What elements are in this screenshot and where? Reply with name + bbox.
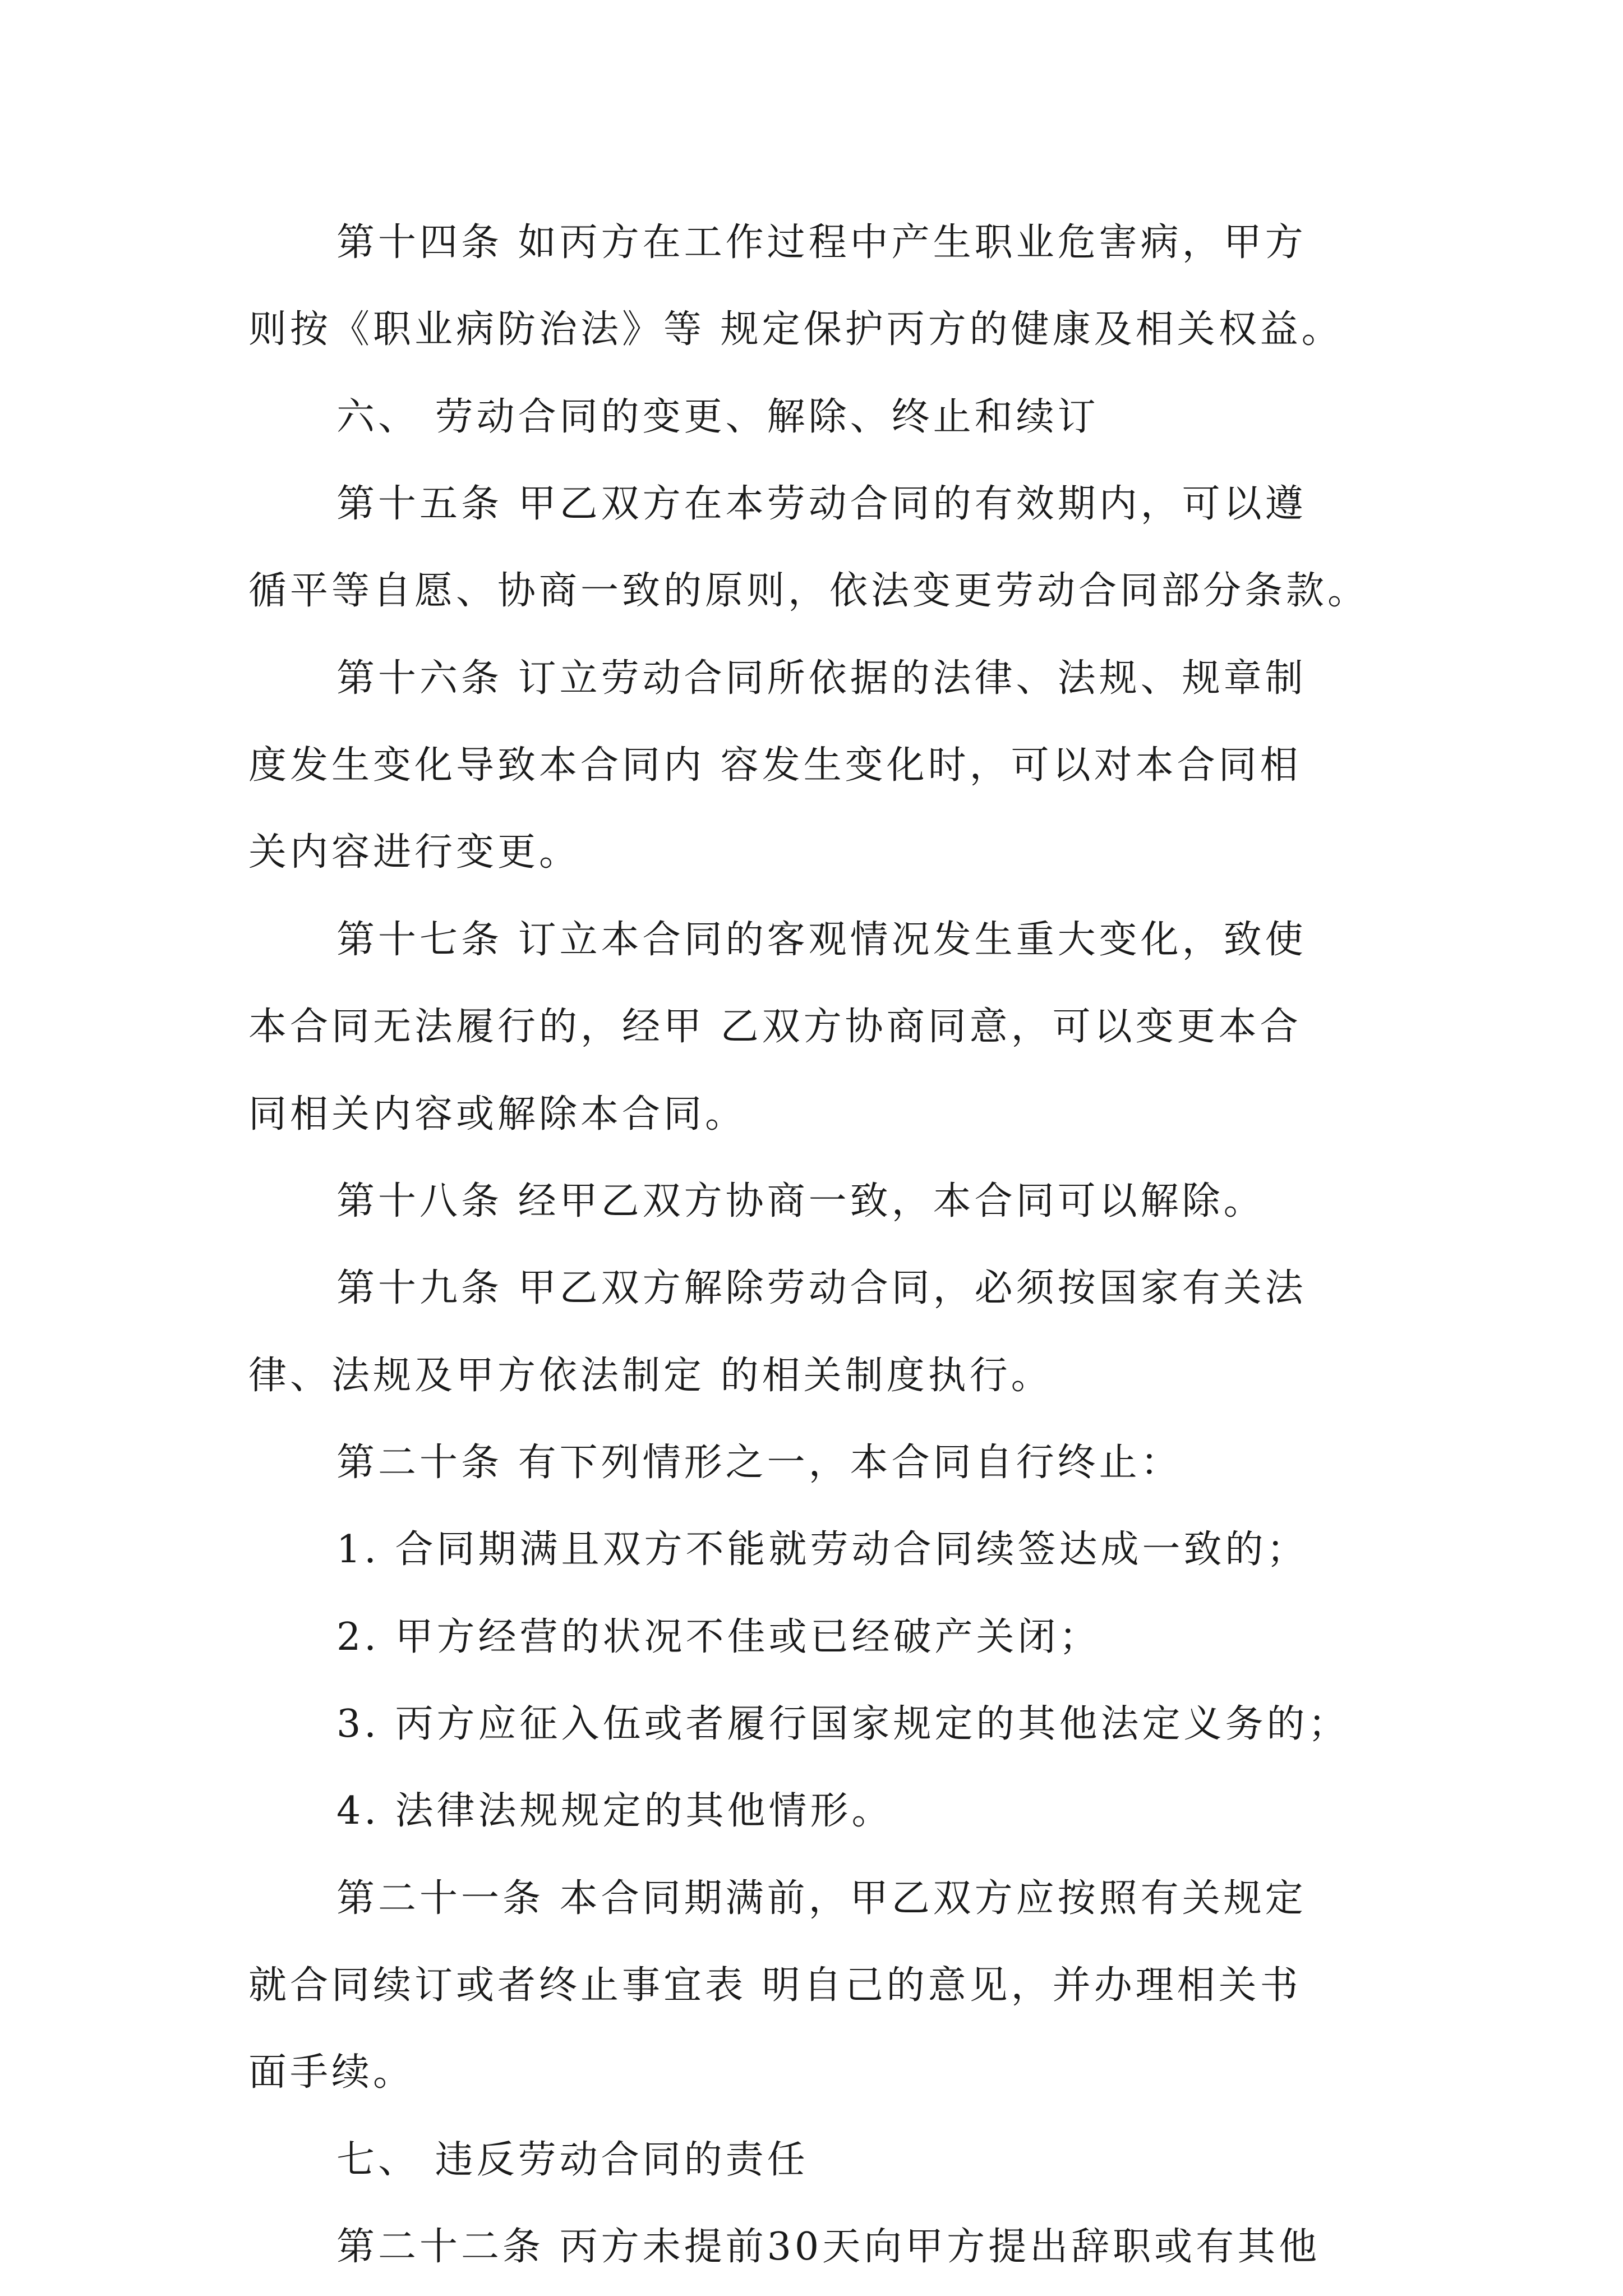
article-17-line-1: 第十七条 订立本合同的客观情况发生重大变化，致使: [336, 918, 1307, 962]
article-17-line-3: 同相关内容或解除本合同。: [248, 1092, 747, 1137]
article-21-line-3: 面手续。: [248, 2050, 415, 2095]
article-16-line-3: 关内容进行变更。: [248, 830, 581, 875]
article-19-line-2: 律、法规及甲方依法制定 的相关制度执行。: [248, 1354, 1053, 1398]
article-19-line-1: 第十九条 甲乙双方解除劳动合同，必须按国家有关法: [336, 1266, 1307, 1310]
article-20-item-1: 1. 合同期满且双方不能就劳动合同续签达成一致的；: [336, 1527, 1308, 1572]
article-16-line-1: 第十六条 订立劳动合同所依据的法律、法规、规章制: [336, 656, 1307, 701]
article-15-line-1: 第十五条 甲乙双方在本劳动合同的有效期内，可以遵: [336, 482, 1307, 526]
section-6-heading: 六、 劳动合同的变更、解除、终止和续订: [336, 395, 1099, 439]
section-7-heading: 七、 违反劳动合同的责任: [336, 2138, 809, 2182]
article-20-item-3: 3. 丙方应征入伍或者履行国家规定的其他法定义务的；: [336, 1702, 1350, 1746]
article-17-line-2: 本合同无法履行的，经甲 乙双方协商同意，可以变更本合: [248, 1005, 1302, 1049]
article-22-line-1: 第二十二条 丙方未提前30天向甲方提出辞职或有其他: [336, 2225, 1321, 2269]
article-20-line-1: 第二十条 有下列情形之一，本合同自行终止：: [336, 1441, 1182, 1485]
article-16-line-2: 度发生变化导致本合同内 容发生变化时，可以对本合同相: [248, 743, 1302, 788]
article-20-item-2: 2. 甲方经营的状况不佳或已经破产关闭；: [336, 1615, 1101, 1659]
article-14-line-2: 则按《职业病防治法》等 规定保护丙方的健康及相关权益。: [248, 307, 1343, 352]
article-21-line-1: 第二十一条 本合同期满前，甲乙双方应按照有关规定: [336, 1876, 1307, 1921]
article-20-item-4: 4. 法律法规规定的其他情形。: [336, 1789, 893, 1833]
article-15-line-2: 循平等自愿、协商一致的原则，依法变更劳动合同部分条款。: [248, 569, 1370, 613]
article-18-line-1: 第十八条 经甲乙双方协商一致，本合同可以解除。: [336, 1179, 1265, 1223]
article-21-line-2: 就合同续订或者终止事宜表 明自己的意见，并办理相关书: [248, 1963, 1302, 2008]
article-14-line-1: 第十四条 如丙方在工作过程中产生职业危害病，甲方: [336, 220, 1307, 265]
